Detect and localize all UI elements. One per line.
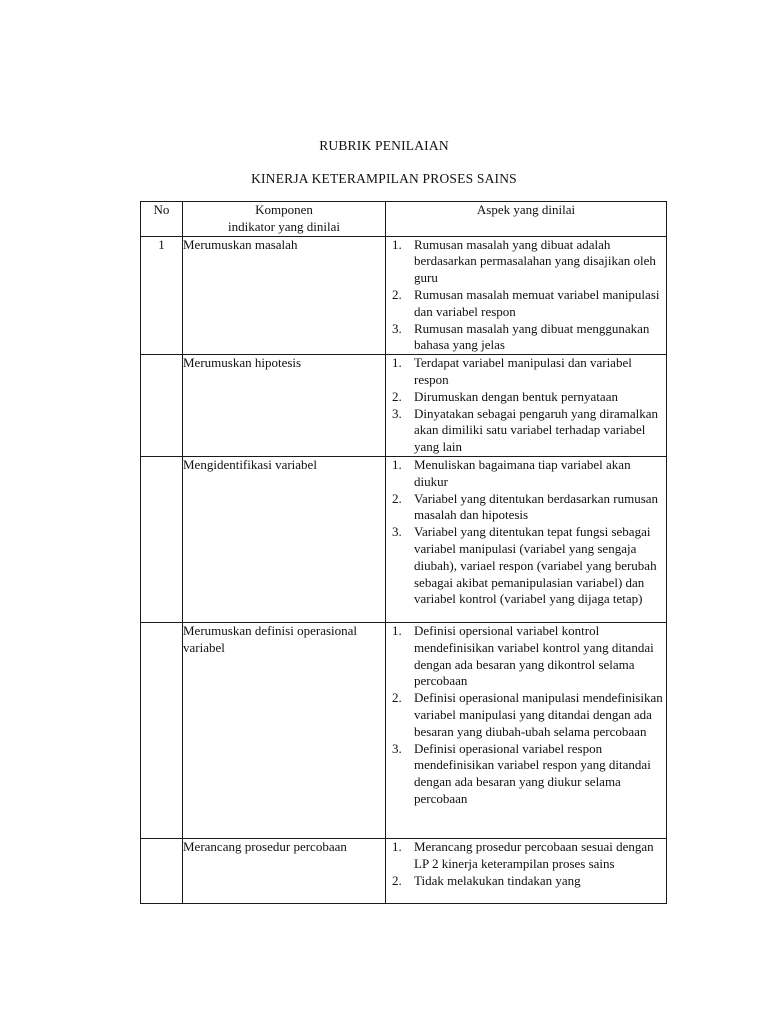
- document-subtitle: KINERJA KETERAMPILAN PROSES SAINS: [251, 171, 517, 186]
- aspek-list: [386, 839, 666, 889]
- table-row: [141, 236, 667, 355]
- header-komponen-line1: Komponen: [255, 202, 313, 217]
- row-number: [141, 838, 183, 903]
- aspek-list: [386, 237, 666, 355]
- aspek-item: 1. Terdapat variabel manipulasi dan variabel respon: [392, 355, 632, 387]
- row-komponen: Merumuskan definisi operasional variabel: [183, 622, 386, 838]
- aspek-list: [386, 355, 666, 456]
- row-aspek: [386, 236, 667, 355]
- row-number: [141, 622, 183, 838]
- document-title: RUBRIK PENILAIAN: [319, 138, 449, 153]
- row-aspek: [386, 456, 667, 622]
- row-number: [141, 456, 183, 622]
- row-komponen: Merancang prosedur percobaan: [183, 838, 386, 903]
- row-aspek: [386, 622, 667, 838]
- row-komponen: Merumuskan hipotesis: [183, 355, 386, 457]
- aspek-item: 1. Merancang prosedur percobaan sesuai dengan LP 2 kinerja keterampilan proses sains: [392, 838, 654, 871]
- aspek-list: [386, 457, 666, 608]
- aspek-text: Rumusan masalah memuat variabel manipulasi dan variabel respon: [414, 286, 660, 319]
- row-number: [141, 355, 183, 457]
- header-komponen-line2: indikator yang dinilai: [228, 218, 340, 234]
- aspek-text: Variabel yang ditentukan tepat fungsi sebagai variabel manipulasi (variabel yang sengaja diubah), variael respon (variabel yang berubah sebagai akibat pemanipulasian variabel) dan variabel kontrol (variabel yang dijaga tetap): [414, 524, 657, 607]
- row-aspek: [386, 355, 667, 457]
- aspek-text: Tidak melakukan tindakan yang: [414, 872, 581, 888]
- aspek-text: Definisi operasional manipulasi mendefinisikan variabel manipulasi yang ditandai dengan ada besaran yang diubah-ubah selama percobaan: [414, 690, 663, 739]
- aspek-text: Definisi opersional variabel kontrol mendefinisikan variabel kontrol yang ditandai dengan ada besaran yang dikontrol selama percobaan: [414, 622, 654, 689]
- aspek-item: 3. Rumusan masalah yang dibuat menggunakan bahasa yang jelas: [392, 320, 650, 353]
- aspek-item: 2. Definisi operasional manipulasi mendefinisikan variabel manipulasi yang ditandai dengan ada besaran yang diubah-ubah selama percobaan: [392, 690, 663, 739]
- aspek-item: 3. Dinyatakan sebagai pengaruh yang diramalkan akan dimiliki satu variabel terhadap variabel yang lain: [392, 405, 659, 455]
- aspek-text: Rumusan masalah yang dibuat adalah berdasarkan permasalahan yang disajikan oleh guru: [414, 236, 656, 286]
- aspek-item: 2. Variabel yang ditentukan berdasarkan rumusan masalah dan hipotesis: [392, 490, 659, 523]
- row-komponen: Mengidentifikasi variabel: [183, 456, 386, 622]
- aspek-item: 3. Variabel yang ditentukan tepat fungsi sebagai variabel manipulasi (variabel yang sengaja diubah), variael respon (variabel yang berubah sebagai akibat pemanipulasian variabel) dan variabel kontrol (variabel yang dijaga tetap): [392, 524, 657, 607]
- aspek-item: 1. Menuliskan bagaimana tiap variabel akan diukur: [392, 456, 631, 489]
- row-aspek: [386, 838, 667, 903]
- table-header-row: [141, 202, 667, 237]
- aspek-text: Variabel yang ditentukan berdasarkan rumusan masalah dan hipotesis: [414, 490, 659, 523]
- aspek-text: Definisi operasional variabel respon mendefinisikan variabel respon yang ditandai dengan ada besaran yang diukur selama percobaan: [414, 740, 651, 806]
- rubric-table: [140, 201, 667, 904]
- header-aspek: Aspek yang dinilai: [386, 202, 667, 237]
- row-komponen: Merumuskan masalah: [183, 236, 386, 355]
- aspek-text: Merancang prosedur percobaan sesuai dengan LP 2 kinerja keterampilan proses sains: [414, 838, 654, 871]
- aspek-item: 2. Dirumuskan dengan bentuk pernyataan: [392, 388, 618, 404]
- aspek-text: Dinyatakan sebagai pengaruh yang diramalkan akan dimiliki satu variabel terhadap variabel yang lain: [414, 405, 659, 455]
- aspek-text: Rumusan masalah yang dibuat menggunakan bahasa yang jelas: [414, 320, 650, 353]
- aspek-item: 2. Tidak melakukan tindakan yang: [392, 872, 581, 888]
- aspek-text: Terdapat variabel manipulasi dan variabel respon: [414, 355, 632, 387]
- aspek-item: 3. Definisi operasional variabel respon mendefinisikan variabel respon yang ditandai dengan ada besaran yang diukur selama percobaan: [392, 740, 651, 806]
- header-no: No: [141, 202, 183, 237]
- aspek-item: 1. Definisi opersional variabel kontrol mendefinisikan variabel kontrol yang ditandai dengan ada besaran yang dikontrol selama percobaan: [392, 622, 654, 689]
- header-komponen: [183, 202, 386, 237]
- aspek-text: Menuliskan bagaimana tiap variabel akan diukur: [414, 456, 631, 489]
- aspek-text: Dirumuskan dengan bentuk pernyataan: [414, 388, 618, 404]
- row-number: 1: [141, 236, 183, 355]
- aspek-list: [386, 623, 666, 808]
- table-row: [141, 355, 667, 457]
- aspek-item: 2. Rumusan masalah memuat variabel manipulasi dan variabel respon: [392, 286, 660, 319]
- table-row: [141, 456, 667, 622]
- table-row: [141, 838, 667, 903]
- aspek-item: 1. Rumusan masalah yang dibuat adalah berdasarkan permasalahan yang disajikan oleh guru: [392, 236, 656, 286]
- table-row: [141, 622, 667, 838]
